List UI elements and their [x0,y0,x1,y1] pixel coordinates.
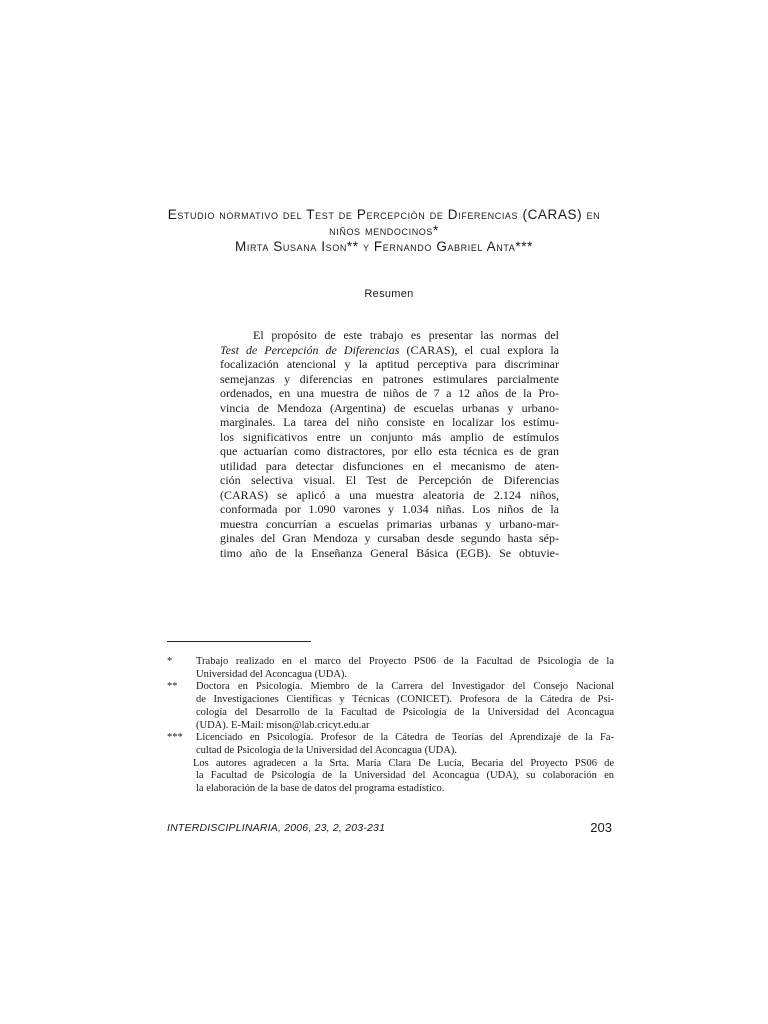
abstract-line: vincia de Mendoza (Argentina) de escuelas urbanas y urbano- [220,400,559,415]
abstract-line: (CARAS) se aplicó a una muestra aleatoria de 2.124 niños, [220,487,559,502]
abstract-line: focalización atencional y la aptitud perceptiva para discriminar [220,357,559,371]
article-title-line-2: niños mendocinos* [329,223,439,238]
footnote-mark: * [167,656,173,667]
footnote-separator [167,641,311,642]
abstract-line: conformada por 1.090 varones y 1.034 niñas. Los niños de la [220,502,559,516]
acknowledgement-line: la elaboración de la base de datos del programa estadístico. [196,783,445,795]
footnotes [167,656,614,796]
abstract-line: timo año de la Enseñanza General Básica (EGB). Se obtuvie- [220,545,559,560]
abstract-line: que actuarían como distractores, por ello esta técnica es de gran [220,444,559,458]
acknowledgement [167,758,614,796]
footnote-mark: ** [167,681,178,693]
footnote-line: (UDA). E-Mail: mison@lab.cricyt.edu.ar [196,719,370,731]
test-title-italic: Test de Percepción de Diferencias [220,342,400,357]
journal-citation: INTERDISCIPLINARIA, 2006, 23, 2, 203-231 [167,822,386,834]
article-title-line-1: Estudio normativo del Test de Percepción de Diferencias (CARAS) en [167,207,601,222]
footnote-line: cología del Desarrollo de la Facultad de Psicología de la Universidad del Aconcagua [196,706,614,718]
footnote-line: Licenciado en Psicología. Profesor de la Cátedra de Teorías del Aprendizaje de la Fa- [196,732,614,744]
footnote-line: Doctora en Psicología. Miembro de la Carrera del Investigador del Consejo Nacional [196,681,614,693]
footnote-mark: *** [167,732,183,744]
abstract-line: utilidad para detectar disfunciones en el mecanismo de aten- [220,458,559,473]
abstract-line: muestra concurrían a escuelas primarias urbanas y urbano-mar- [220,516,559,531]
abstract-line: marginales. La tarea del niño consiste en localizar los estímu- [220,415,559,429]
abstract-line: Test de Percepción de Diferencias (CARAS), el cual explora la [220,342,560,357]
abstract-line: ginales del Gran Mendoza y cursaban desde segundo hasta sép- [220,531,559,545]
author-line: Mirta Susana Ison** y Fernando Gabriel Anta*** [235,239,533,254]
footnote-line: de Investigaciones Científicas y Técnicas (CONICET). Profesora de la Cátedra de Psi- [196,694,614,706]
article-title-block [150,207,618,255]
abstract-line: ción selectiva visual. El Test de Percepción de Diferencias [220,473,559,487]
footnote-line: Trabajo realizado en el marco del Proyecto PS06 de la Facultad de Psicología de la [196,656,614,667]
acknowledgement-line: Los autores agradecen a la Srta. María Clara De Lucía, Becaria del Proyecto PS06 de [193,757,614,769]
abstract-line: ordenados, en una muestra de niños de 7 a 12 años de la Pro- [220,386,559,400]
footnote-3 [167,732,614,757]
abstract-line: semejanzas y diferencias en patrones estimulares parcialmente [220,371,559,386]
abstract-line: los significativos entre un conjunto más amplio de estímulos [220,429,559,444]
abstract-body [220,328,559,560]
footnote-2 [167,681,614,732]
footnote-line: Universidad del Aconcagua (UDA). [196,668,348,680]
footnote-1 [167,656,614,681]
abstract-line: El propósito de este trabajo es presentar las normas del [253,328,559,342]
abstract-heading: Resumen [364,288,414,300]
acknowledgement-line: la Facultad de Psicología de la Universidad del Aconcagua (UDA), su colaboración en [196,770,614,782]
footnote-line: cultad de Psicología de la Universidad del Aconcagua (UDA). [196,744,457,756]
page-number: 203 [590,820,612,835]
